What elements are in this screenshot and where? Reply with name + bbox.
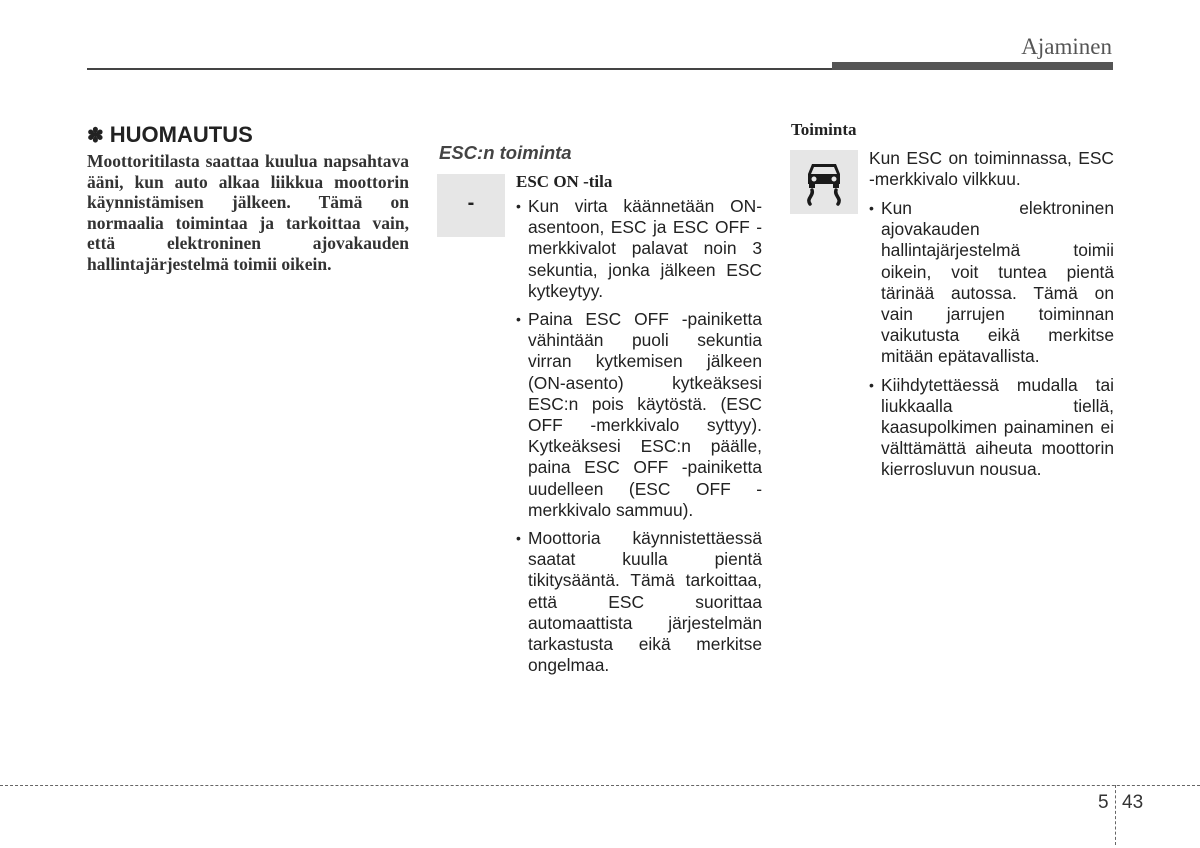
esc-operation-heading: ESC:n toiminta bbox=[439, 142, 572, 163]
note-text: Moottoritilasta saattaa kuulua napsahtava ääni, kun auto alkaa liikkua moottorin käynnistämisen jälkeen. Tämä on normaalia toimintaa ja tarkoittaa vain, että elektroninen ajovakauden hallintajärjestelmä toimii oikein. bbox=[87, 151, 409, 274]
note-title: HUOMAUTUS bbox=[109, 122, 253, 147]
esc-on-bullet-list bbox=[516, 196, 762, 683]
footer-divider bbox=[1115, 785, 1116, 845]
note-box bbox=[87, 122, 409, 275]
list-item: • Kun virta käännetään ON-asentoon, ESC ja ESC OFF -merkkivalot palavat noin 3 sekuntia, jonka jälkeen ESC kytkeytyy. bbox=[516, 196, 762, 301]
note-heading bbox=[87, 122, 409, 148]
page-number: 43 bbox=[1122, 792, 1144, 813]
chapter-number: 5 bbox=[1098, 792, 1109, 813]
esc-on-mode-title: ESC ON -tila bbox=[516, 172, 613, 191]
footer-rule bbox=[0, 785, 1200, 786]
list-item: • Kun elektroninen ajovakauden hallintajärjestelmä toimii oikein, voit tuntea pientä tärinää autossa. Tämä on vain jarrujen toiminnan vaikutusta eikä merkitse mitään epätavallista. bbox=[869, 198, 1114, 367]
note-star-icon: ✽ bbox=[87, 124, 104, 147]
operation-bullet-list bbox=[869, 198, 1114, 488]
operation-label: Toiminta bbox=[791, 120, 857, 139]
running-header-title: Ajaminen bbox=[1021, 34, 1112, 59]
list-item: • Moottoria käynnistettäessä saatat kuulla pientä tikitysääntä. Tämä tarkoittaa, että ESC suorittaa automaattista järjestelmän tarkastusta eikä merkitse ongelmaa. bbox=[516, 528, 762, 676]
list-item: • Paina ESC OFF -painiketta vähintään puoli sekuntia virran kytkemisen jälkeen (ON-asento) kytkeäksesi ESC:n pois käytöstä. (ESC OFF -merkkivalo syttyy). Kytkeäksesi ESC:n päälle, paina ESC OFF -painiketta uudelleen (ESC OFF -merkkivalo sammuu). bbox=[516, 309, 762, 520]
esc-indicator-box bbox=[790, 150, 858, 214]
header-rule-accent bbox=[832, 62, 1113, 70]
esc-active-status-text: Kun ESC on toiminnassa, ESC -merkkivalo vilkkuu. bbox=[869, 148, 1114, 190]
header-rule bbox=[87, 68, 832, 70]
list-item: • Kiihdytettäessä mudalla tai liukkaalla tiellä, kaasupolkimen painaminen ei välttämättä aiheuta moottorin kierrosluvun nousua. bbox=[869, 374, 1114, 480]
indicator-placeholder-box bbox=[437, 174, 505, 237]
esc-skid-car-icon bbox=[802, 158, 846, 206]
indicator-placeholder-label: - bbox=[467, 192, 475, 214]
